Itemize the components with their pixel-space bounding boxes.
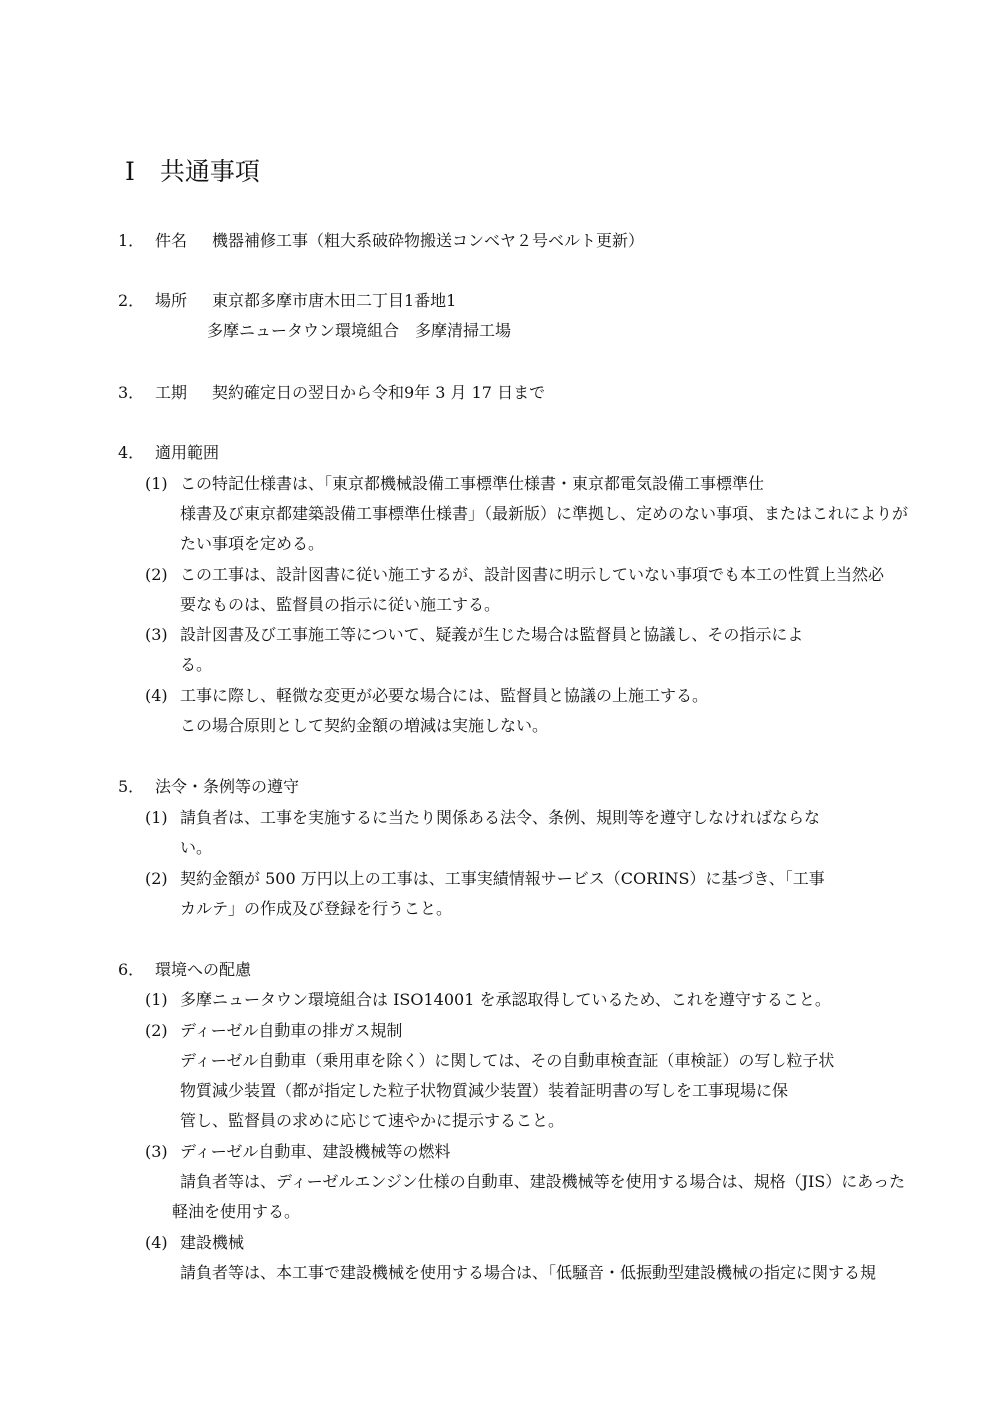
item-6-4-line1: 建設機械 (180, 1233, 245, 1252)
item-4-2-line1: この工事は、設計図書に従い施工するが、設計図書に明示していない事項でも本工の性質上当然必 (180, 565, 885, 584)
item-4-2-line2: 要なものは、監督員の指示に従い施工する。 (180, 595, 501, 614)
item-4-3-line1: 設計図書及び工事施工等について、疑義が生じた場合は監督員と協議し、その指示によ (180, 625, 804, 644)
item-1-text: 機器補修工事（粗大系破砕物搬送コンベヤ２号ベルト更新） (212, 231, 645, 250)
item-3-title: 工期 (155, 383, 188, 402)
item-2-title: 場所 (155, 291, 188, 310)
item-6-1-number: (1) (145, 990, 168, 1009)
item-4-3-line2: る。 (180, 655, 213, 674)
item-5-1-line2: い。 (180, 838, 213, 857)
item-4-3-number: (3) (145, 625, 168, 644)
item-4-1-line1: この特記仕様書は、「東京都機械設備工事標準仕様書・東京都電気設備工事標準仕 (180, 474, 765, 493)
item-6-4-line2: 請負者等は、本工事で建設機械を使用する場合は、「低騒音・低振動型建設機械の指定に関する規 (180, 1263, 877, 1282)
item-1-title: 件名 (155, 231, 188, 250)
item-1-number: 1． (118, 231, 145, 250)
item-2-line2: 多摩ニュータウン環境組合 多摩清掃工場 (207, 321, 512, 340)
item-6-3-line2: 請負者等は、ディーゼルエンジン仕様の自動車、建設機械等を使用する場合は、規格（JIS）にあった (180, 1172, 906, 1191)
item-3-number: 3． (118, 383, 145, 402)
item-6-2-line4: 管し、監督員の求めに応じて速やかに提示すること。 (180, 1111, 565, 1130)
item-6-4-number: (4) (145, 1233, 168, 1252)
item-5-1-number: (1) (145, 808, 168, 827)
item-2-number: 2． (118, 291, 145, 310)
item-4-1-number: (1) (145, 474, 168, 493)
section-heading: Ⅰ 共通事項 (125, 157, 260, 186)
item-5-2-line2: カルテ」の作成及び登録を行うこと。 (180, 899, 453, 918)
item-6-number: 6． (118, 960, 145, 979)
item-4-4-number: (4) (145, 686, 168, 705)
item-6-3-line1: ディーゼル自動車、建設機械等の燃料 (180, 1142, 451, 1161)
item-4-number: 4． (118, 443, 145, 462)
item-5-1-line1: 請負者は、工事を実施するに当たり関係ある法令、条例、規則等を遵守しなければならな (180, 808, 821, 827)
item-5-title: 法令・条例等の遵守 (155, 777, 300, 796)
item-6-3-number: (3) (145, 1142, 168, 1161)
item-4-title: 適用範囲 (155, 443, 220, 462)
item-5-2-line1: 契約金額が 500 万円以上の工事は、工事実績情報サービス（CORINS）に基づき、「工事 (180, 869, 825, 888)
item-4-4-line1: 工事に際し、軽微な変更が必要な場合には、監督員と協議の上施工する。 (180, 686, 709, 705)
item-5-2-number: (2) (145, 869, 168, 888)
item-2-line1: 東京都多摩市唐木田二丁目1番地1 (212, 291, 457, 310)
item-6-3-line3: 軽油を使用する。 (172, 1202, 301, 1221)
item-3-text: 契約確定日の翌日から令和9年 3 月 17 日まで (212, 383, 546, 402)
item-6-2-line1: ディーゼル自動車の排ガス規制 (180, 1021, 403, 1040)
item-6-2-line2: ディーゼル自動車（乗用車を除く）に関しては、その自動車検査証（車検証）の写し粒子状 (180, 1051, 835, 1070)
item-4-2-number: (2) (145, 565, 168, 584)
item-4-1-line3: たい事項を定める。 (180, 534, 325, 553)
item-4-4-line2: この場合原則として契約金額の増減は実施しない。 (180, 716, 549, 735)
item-6-title: 環境への配慮 (155, 960, 252, 979)
item-5-number: 5． (118, 777, 145, 796)
item-6-2-line3: 物質減少装置（都が指定した粒子状物質減少装置）装着証明書の写しを工事現場に保 (180, 1081, 789, 1100)
item-6-1-line1: 多摩ニュータウン環境組合は ISO14001 を承認取得しているため、これを遵守すること。 (180, 990, 831, 1009)
item-4-1-line2: 様書及び東京都建築設備工事標準仕様書」（最新版）に準拠し、定めのない事項、またはこれによりが (180, 504, 909, 523)
item-6-2-number: (2) (145, 1021, 168, 1040)
